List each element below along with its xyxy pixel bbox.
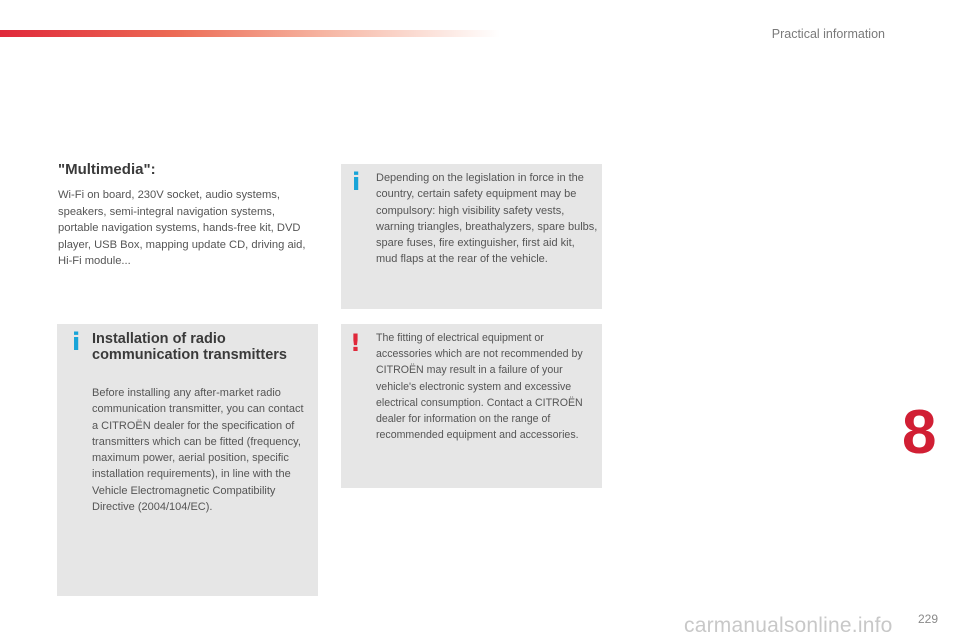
legal-equipment-text: Depending on the legislation in force in the country, certain safety equipment may be compulsory: high visibility safety vests, warning triangles, breathalyzers, spare bulbs, spare fuses, fire extinguisher, first aid kit, mud flaps at the rear of the vehicle. — [376, 172, 598, 266]
electrical-warning-text: The fitting of electrical equipment or accessories which are not recommended by CITROËN may result in a failure of your vehicle's electronic system and excessive electrical consumption. Contact a CITROËN dealer for information on the range of recommended equipment and accessories. — [376, 332, 583, 442]
watermark: carmanualsonline.info — [684, 614, 893, 637]
multimedia-heading: "Multimedia": — [58, 161, 156, 178]
radio-transmitters-note — [57, 324, 318, 596]
info-icon: i — [352, 168, 361, 196]
electrical-equipment-warning — [341, 324, 602, 488]
warning-icon: ! — [350, 329, 361, 357]
info-icon: i — [72, 328, 81, 356]
header-accent-bar — [0, 30, 500, 37]
page-number: 229 — [917, 612, 938, 626]
multimedia-text: Wi-Fi on board, 230V socket, audio systems, speakers, semi-integral navigation systems, portable navigation systems, hands-free kit, DVD player, USB Box, mapping update CD, driving aid, Hi-Fi module... — [58, 189, 306, 267]
radio-transmitters-heading: Installation of radio communication transmitters — [92, 331, 287, 363]
section-title: Practical information — [771, 27, 885, 41]
legal-equipment-note — [341, 164, 602, 309]
chapter-number: 8 — [902, 398, 937, 467]
radio-transmitters-text: Before installing any after-market radio communication transmitter, you can contact a CITROËN dealer for the specification of transmitters which can be fitted (frequency, maximum power, aerial position, specific installation requirements), in line with the Vehicle Electromagnetic Compatibility Directive (2004/104/EC). — [92, 387, 304, 514]
